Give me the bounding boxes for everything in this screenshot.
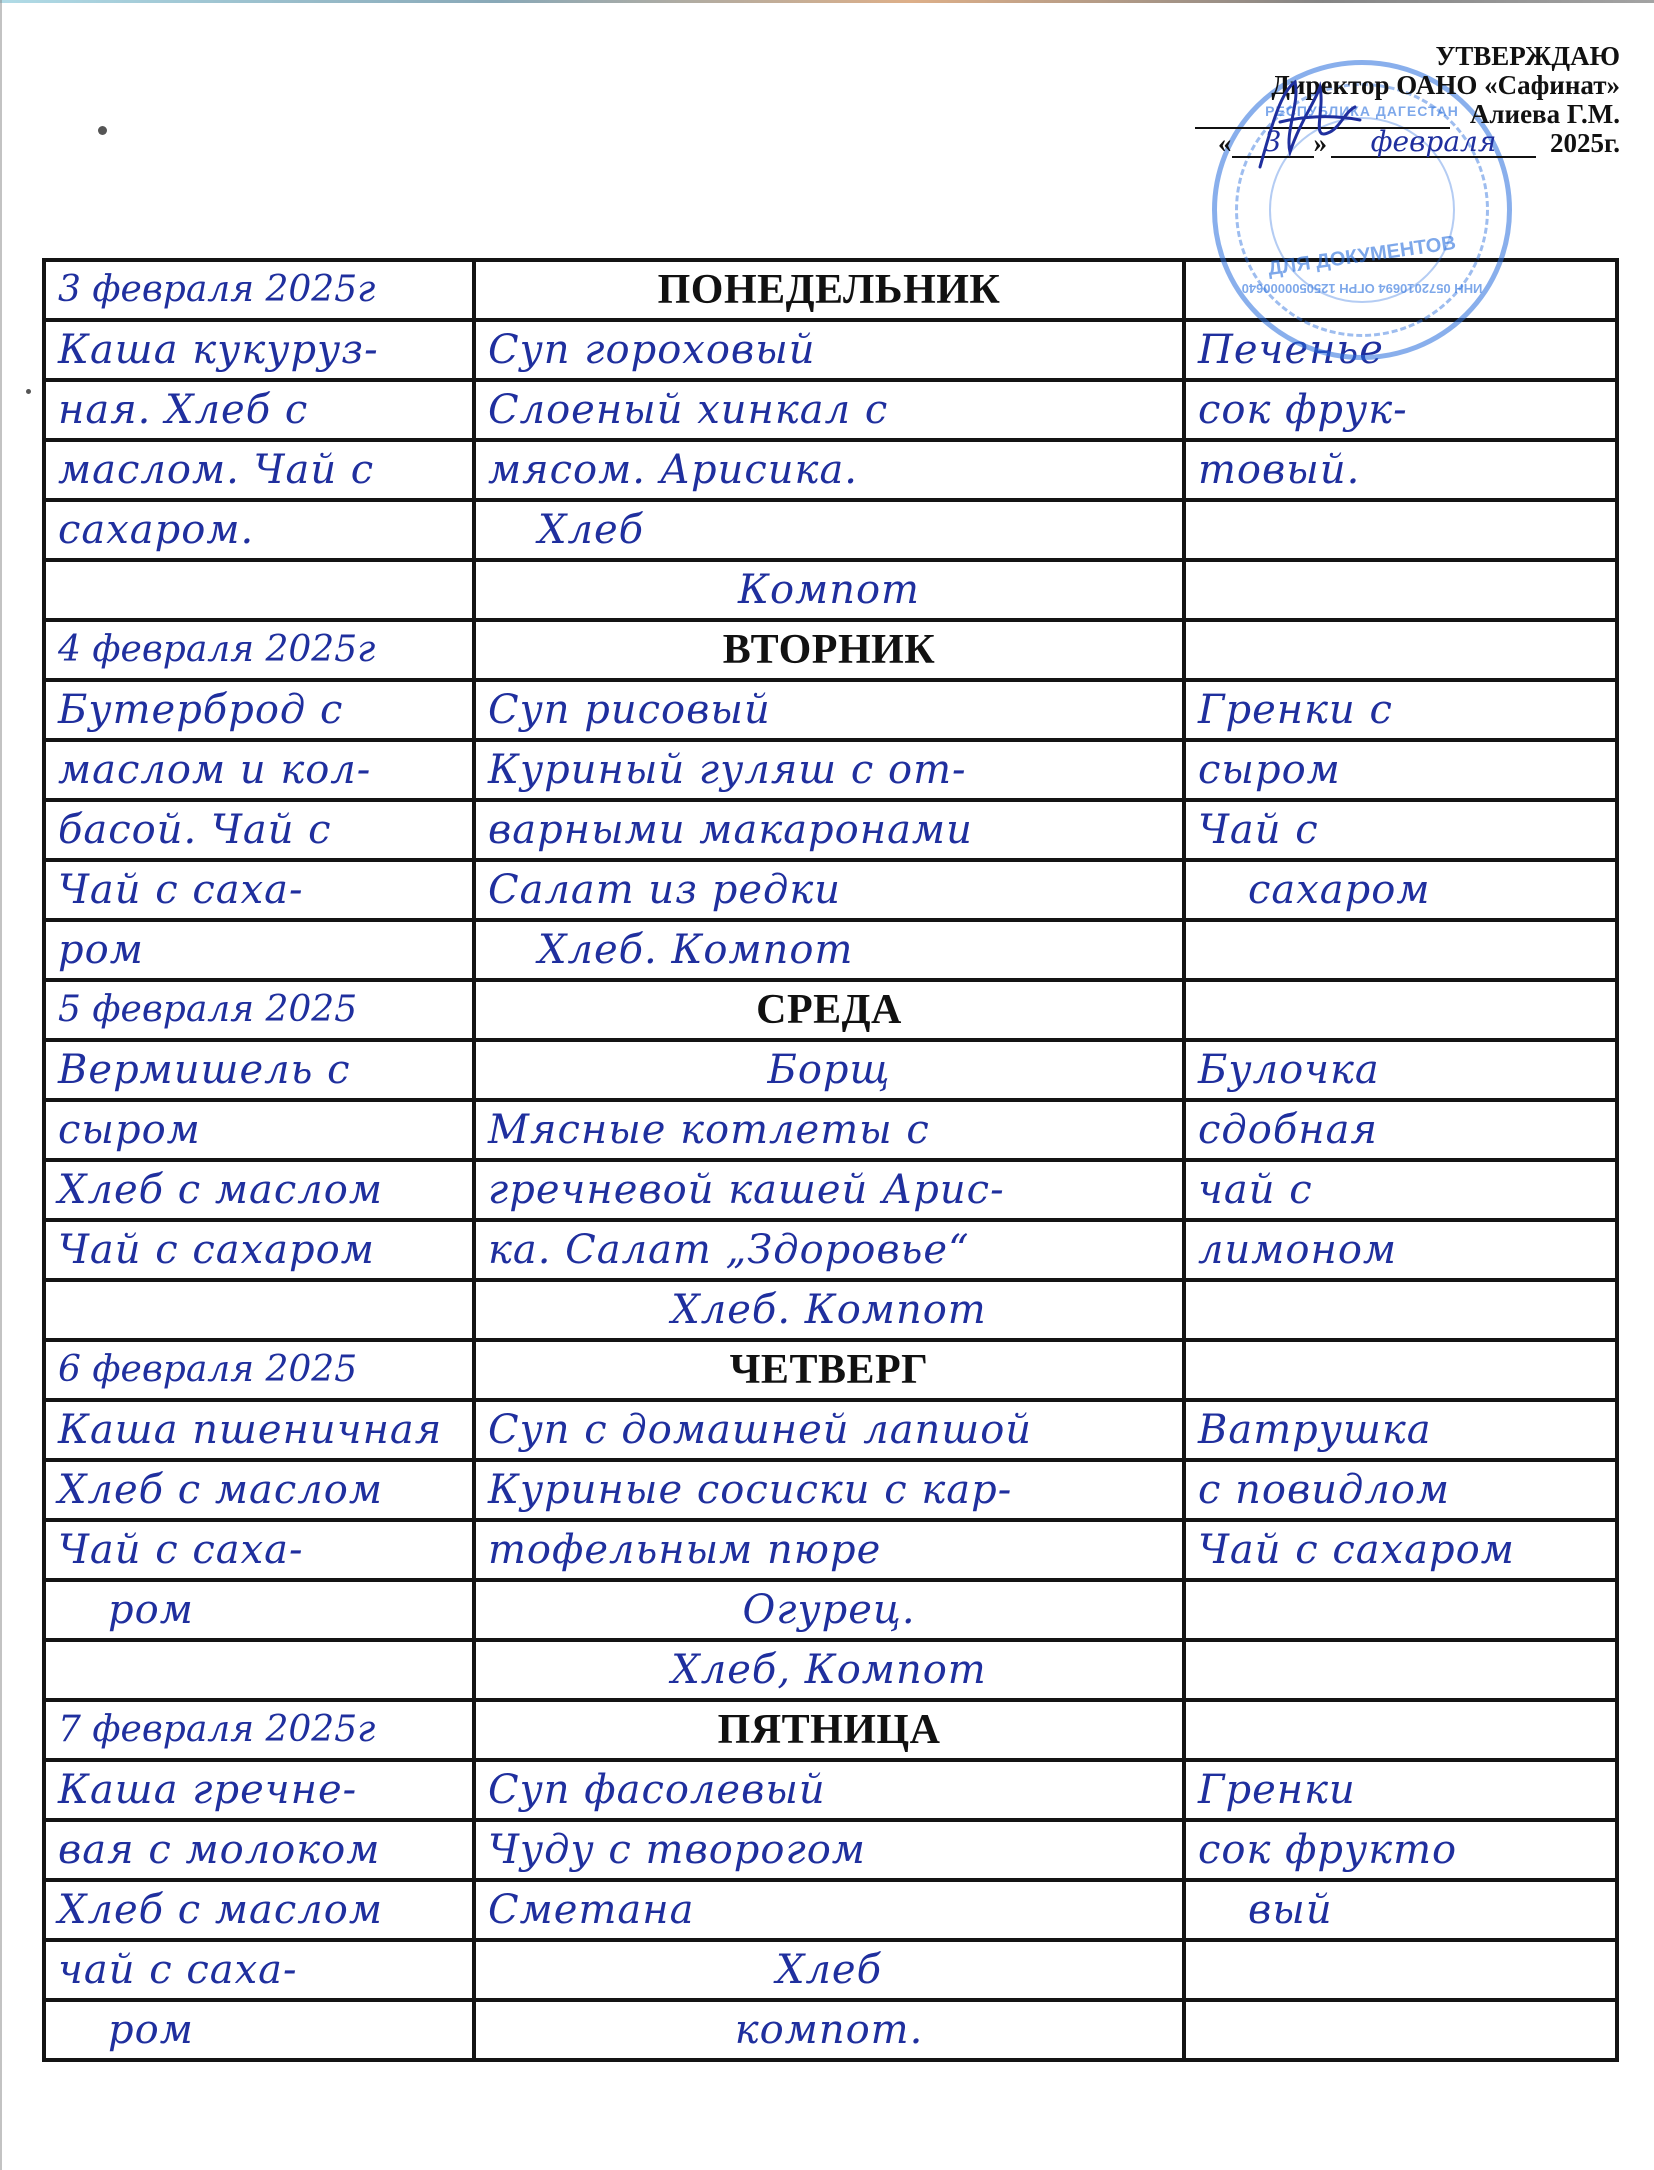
snack-cell: лимоном [1198,1227,1398,1273]
snack-cell: сахаром [1248,867,1431,913]
scan-speck [98,126,107,135]
empty-cell [1184,620,1617,680]
menu-row [44,1220,1617,1280]
menu-row [44,1040,1617,1100]
empty-cell [1184,1340,1617,1400]
day-date-cell [44,1700,474,1760]
breakfast-cell: Каша пшеничная [58,1407,443,1453]
date-month: февраля [1370,125,1497,158]
breakfast-cell: вая с молоком [58,1827,381,1873]
breakfast-cell: Вермишель с [58,1047,351,1093]
lunch-cell: варными макаронами [488,807,973,853]
snack-cell: сок фрук- [1198,387,1408,433]
lunch-cell: Хлеб [538,507,645,553]
breakfast-cell: Хлеб с маслом [58,1887,383,1933]
day-header-row [44,1700,1617,1760]
menu-row [44,1760,1617,1820]
lunch-cell: Огурец. [742,1587,916,1633]
breakfast-cell: Каша гречне- [58,1767,358,1813]
lunch-cell: Хлеб [775,1947,883,1993]
menu-row [44,1100,1617,1160]
snack-cell: вый [1248,1887,1333,1933]
snack-cell: Гренки [1198,1767,1356,1813]
snack-cell: Гренки с [1198,687,1393,733]
stamp-inn-text: ИНН 0572010694 ОГРН 1250500000640 [1241,281,1483,296]
day-name: ПЯТНИЦА [474,1700,1184,1760]
menu-row [44,440,1617,500]
snack-cell: Печенье [1198,327,1384,373]
menu-row [44,1820,1617,1880]
snack-cell: сок фрукто [1198,1827,1458,1873]
snack-cell: Булочка [1198,1047,1380,1093]
snack-cell: сдобная [1198,1107,1378,1153]
day-date: 4 февраля 2025г [58,629,376,670]
day-date-cell [44,980,474,1040]
menu-row [44,380,1617,440]
approval-title: УТВЕРЖДАЮ [1435,41,1620,71]
lunch-cell: Компот [738,567,920,613]
lunch-cell: Суп гороховый [488,327,816,373]
menu-row [44,500,1617,560]
signature-icon [1240,72,1380,182]
lunch-cell: гречневой кашей Арис- [488,1167,1005,1213]
empty-cell [1184,980,1617,1040]
date-open-quote: « [1218,128,1232,158]
breakfast-cell: маслом и кол- [58,747,372,793]
day-date: 5 февраля 2025 [58,989,358,1030]
day-date: 3 февраля 2025г [58,269,376,310]
breakfast-cell: маслом. Чай с [58,447,375,493]
menu-row [44,1580,1617,1640]
day-date-cell [44,260,474,320]
lunch-cell: ка. Салат „Здоровье“ [488,1227,970,1273]
day-date-cell [44,1340,474,1400]
approver-name: Алиева Г.М. [1469,99,1620,129]
menu-row [44,1520,1617,1580]
breakfast-cell: ная. Хлеб с [58,387,309,433]
snack-cell: сыром [1198,747,1341,793]
day-header-row [44,620,1617,680]
menu-row [44,860,1617,920]
breakfast-cell: чай с саха- [58,1947,298,1993]
menu-row [44,1940,1617,2000]
lunch-cell: мясом. Арисика. [488,447,858,493]
snack-cell: с повидлом [1198,1467,1451,1513]
lunch-cell: Суп фасолевый [488,1767,826,1813]
snack-cell: Чай с [1198,807,1319,853]
menu-row [44,560,1617,620]
day-header-row [44,1340,1617,1400]
breakfast-cell: ром [108,2007,194,2053]
menu-row [44,1280,1617,1340]
snack-cell: товый. [1198,447,1361,493]
menu-row [44,740,1617,800]
day-date: 7 февраля 2025г [58,1709,376,1750]
lunch-cell: Салат из редки [488,867,841,913]
scan-speck [26,389,31,394]
breakfast-cell: ром [108,1587,194,1633]
day-name: ЧЕТВЕРГ [474,1340,1184,1400]
day-name: ВТОРНИК [474,620,1184,680]
day-date-cell [44,620,474,680]
lunch-cell: Чуду с творогом [488,1827,866,1873]
weekly-menu-table [42,258,1619,2062]
menu-row [44,1460,1617,1520]
lunch-cell: тофельным пюре [488,1527,882,1573]
date-year: 2025г. [1550,128,1620,158]
menu-row [44,1160,1617,1220]
menu-row [44,800,1617,860]
breakfast-cell: Чай с саха- [58,867,304,913]
breakfast-cell: сыром [58,1107,201,1153]
breakfast-cell: Каша кукуруз- [58,327,379,373]
approval-position: Директор ОАНО «Сафинат» [1271,70,1620,100]
menu-row [44,2000,1617,2060]
date-day: 3 [1263,125,1282,158]
menu-row [44,680,1617,740]
breakfast-cell: ром [58,927,144,973]
breakfast-cell: Чай с саха- [58,1527,304,1573]
date-close-quote: » [1313,128,1328,158]
menu-row [44,1880,1617,1940]
snack-cell: Ватрушка [1198,1407,1432,1453]
lunch-cell: Хлеб. Компот [538,927,854,973]
day-header-row [44,980,1617,1040]
breakfast-cell: Бутерброд с [58,687,344,733]
snack-cell: чай с [1198,1167,1313,1213]
lunch-cell: Куриные сосиски с кар- [488,1467,1013,1513]
day-date: 6 февраля 2025 [58,1349,358,1390]
lunch-cell: Хлеб, Компот [671,1647,987,1693]
breakfast-cell: Хлеб с маслом [58,1467,383,1513]
menu-row [44,920,1617,980]
stamp-top-text: РЕСПУБЛИКА ДАГЕСТАН [1265,103,1459,119]
scan-edge [0,0,2,2170]
lunch-cell: Хлеб. Компот [671,1287,987,1333]
empty-cell [1184,1700,1617,1760]
scan-edge [0,0,1654,3]
day-name: ПОНЕДЕЛЬНИК [474,260,1184,320]
breakfast-cell: сахаром. [58,507,255,553]
snack-cell: Чай с сахаром [1198,1527,1515,1573]
lunch-cell: Сметана [488,1887,695,1933]
lunch-cell: Мясные котлеты с [488,1107,930,1153]
stamp-bottom-text: ДЛЯ ДОКУМЕНТОВ [1266,231,1458,281]
menu-row [44,1400,1617,1460]
lunch-cell: компот. [734,2007,924,2053]
lunch-cell: Суп с домашней лапшой [488,1407,1033,1453]
day-name: СРЕДА [474,980,1184,1040]
lunch-cell: Борщ [767,1047,891,1093]
breakfast-cell: Чай с сахаром [58,1227,375,1273]
lunch-cell: Слоеный хинкал с [488,387,889,433]
lunch-cell: Суп рисовый [488,687,771,733]
breakfast-cell: Хлеб с маслом [58,1167,383,1213]
breakfast-cell: басой. Чай с [58,807,332,853]
lunch-cell: Куриный гуляш с от- [488,747,967,793]
menu-row [44,1640,1617,1700]
